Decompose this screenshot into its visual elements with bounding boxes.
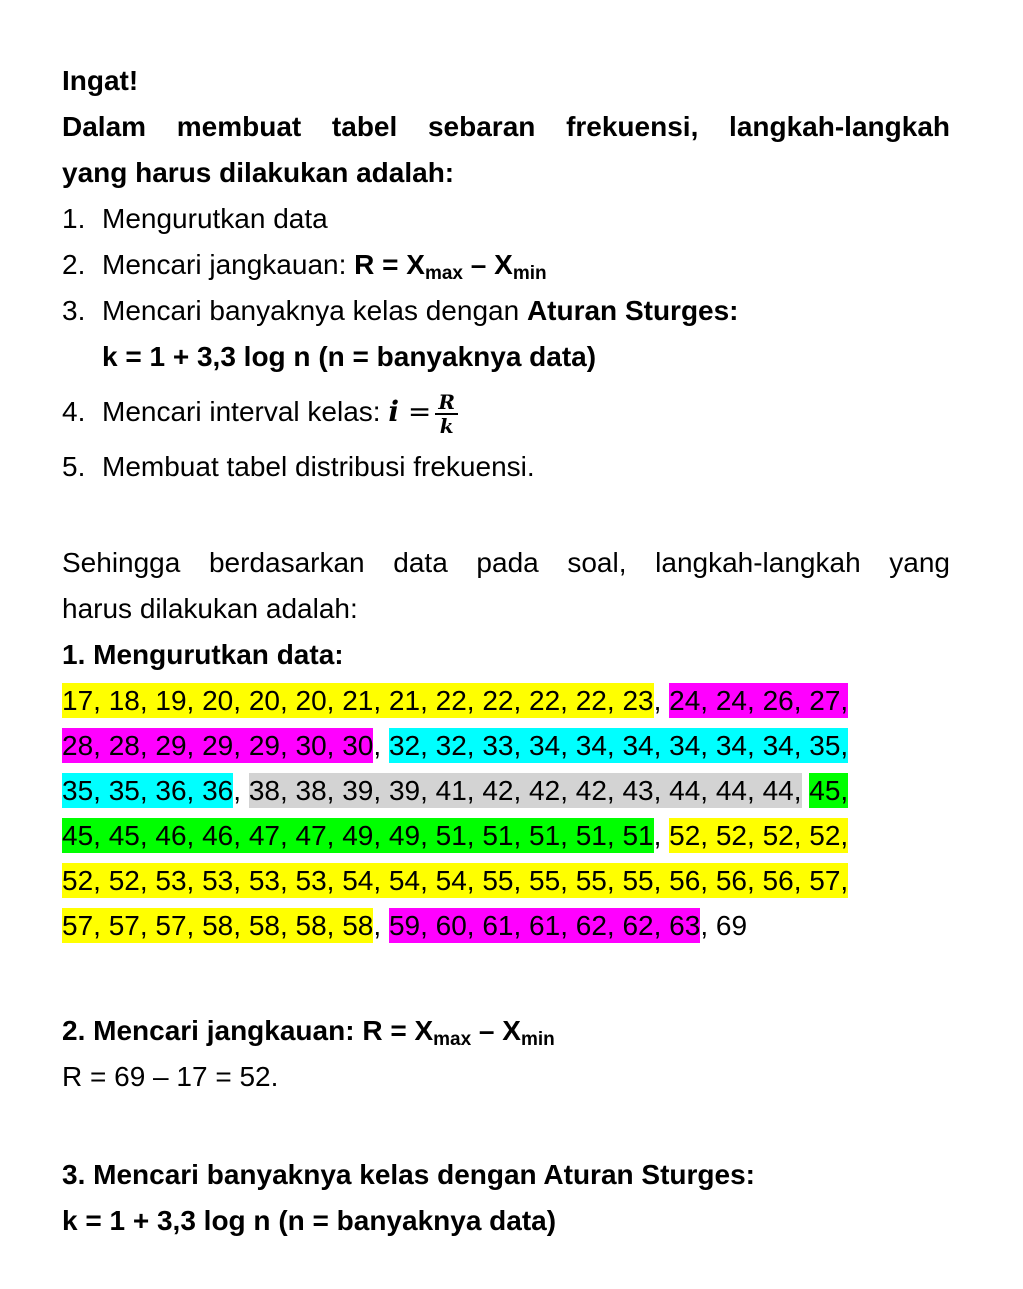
data-row xyxy=(62,903,950,948)
range-calculation: R = 69 – 17 = 52. xyxy=(62,1061,279,1092)
separator-text: , xyxy=(653,820,670,851)
body-paragraph-line2: harus dilakukan adalah: xyxy=(62,593,358,624)
highlighted-class-segment: 57, 57, 57, 58, 58, 58, 58 xyxy=(62,910,374,941)
step-number: 4. xyxy=(62,396,86,427)
section3-title: 3. Mencari banyaknya kelas dengan Aturan Sturges: xyxy=(62,1159,755,1190)
section3-formula: k = 1 + 3,3 log n (n = banyaknya data) xyxy=(62,1205,557,1236)
highlighted-class-segment: 38, 38, 39, 39, 41, 42, 42, 42, 43, 44, 44, 44, xyxy=(248,775,802,806)
step-number: 5. xyxy=(62,451,86,482)
sturges-formula: k = 1 + 3,3 log n (n = banyaknya data) xyxy=(102,341,597,372)
highlighted-class-segment: 45, 45, 46, 46, 47, 47, 49, 49, 51, 51, 51, 51, 51 xyxy=(62,820,654,851)
highlighted-class-segment: 59, 60, 61, 61, 62, 62, 63 xyxy=(388,910,701,941)
sorted-data-block xyxy=(62,678,950,948)
equals-sign: = xyxy=(398,395,432,428)
step-text: Mengurutkan data xyxy=(102,203,328,234)
step-text: Membuat tabel distribusi frekuensi. xyxy=(102,451,535,482)
step-number: 2. xyxy=(62,249,86,280)
step-number: 3. xyxy=(62,295,86,326)
data-row xyxy=(62,813,950,858)
highlighted-class-segment: 24, 24, 26, 27, xyxy=(669,685,849,716)
intro-heading-line2: yang harus dilakukan adalah: xyxy=(62,157,455,188)
reminder-heading: Ingat! xyxy=(62,65,139,96)
spacer xyxy=(62,948,950,1008)
section1-title: 1. Mengurutkan data: xyxy=(62,639,344,670)
step-4 xyxy=(62,380,950,444)
data-row xyxy=(62,678,950,723)
step-bold-text: Aturan Sturges: xyxy=(526,295,739,326)
highlighted-class-segment: 52, 52, 52, 52, xyxy=(669,820,849,851)
step-text: Mencari banyaknya kelas dengan xyxy=(102,295,527,326)
highlighted-class-segment: 28, 28, 29, 29, 29, 30, 30 xyxy=(62,730,374,761)
separator-text: , 69 xyxy=(700,910,748,941)
step-number: 1. xyxy=(62,203,86,234)
section2-title: 2. Mencari jangkauan: $R = X_{max} - X_{min}$ xyxy=(62,1015,555,1050)
separator-text: , xyxy=(373,730,389,761)
step-5 xyxy=(62,444,950,490)
step-2 xyxy=(62,242,950,288)
separator-text: , xyxy=(653,685,670,716)
highlighted-class-segment: 45, xyxy=(809,775,849,806)
fraction-numerator: R xyxy=(435,391,458,415)
separator-text: , xyxy=(233,775,249,806)
highlighted-class-segment: 32, 32, 33, 34, 34, 34, 34, 34, 34, 35, xyxy=(388,730,849,761)
step-3 xyxy=(62,288,950,334)
step-1 xyxy=(62,196,950,242)
data-row xyxy=(62,723,950,768)
step-text: Mencari jangkauan: xyxy=(102,249,355,280)
fraction xyxy=(435,391,458,437)
fraction-denominator: k xyxy=(439,413,454,438)
highlighted-class-segment: 35, 35, 36, 36 xyxy=(62,775,234,806)
intro-heading-line1: Dalam membuat tabel sebaran frekuensi, langkah-langkah xyxy=(62,111,950,142)
range-formula: $R = X_{max} - X_{min}$ xyxy=(354,249,547,284)
highlighted-class-segment: 52, 52, 53, 53, 53, 53, 54, 54, 54, 55, 55, 55, 55, 56, 56, 56, 57, xyxy=(62,865,849,896)
body-paragraph-line1: Sehingga berdasarkan data pada soal, langkah-langkah yang xyxy=(62,547,950,578)
separator-text: , xyxy=(373,910,389,941)
data-row xyxy=(62,768,950,813)
spacer xyxy=(62,490,950,536)
highlighted-class-segment: 17, 18, 19, 20, 20, 20, 21, 21, 22, 22, 22, 22, 23 xyxy=(62,685,654,716)
step-text: Mencari interval kelas: xyxy=(102,396,389,427)
spacer xyxy=(62,1100,950,1152)
document-page xyxy=(62,58,950,1244)
interval-var: i xyxy=(388,395,399,428)
data-row xyxy=(62,858,950,903)
